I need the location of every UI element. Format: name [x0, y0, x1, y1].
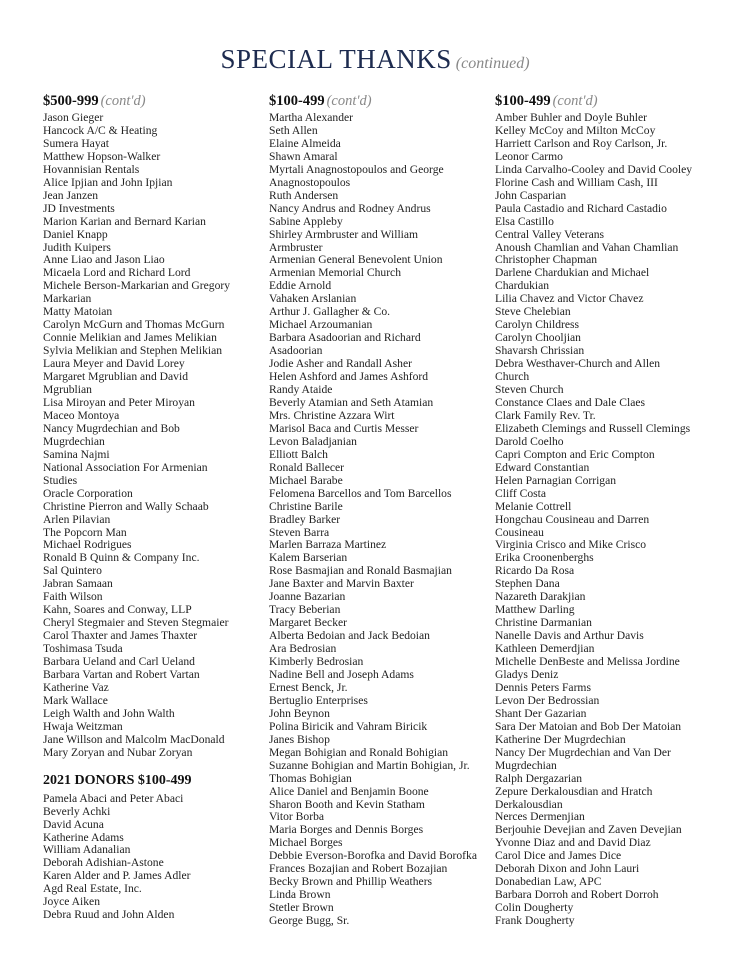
donor-name: Margaret Mgrublian and David: [43, 370, 188, 384]
donor-name: Christopher Chapman: [495, 253, 598, 267]
donor-name: Melanie Cottrell: [495, 499, 572, 513]
donor-name: Shirley Armbruster and William: [269, 227, 419, 241]
donor-name: Oracle Corporation: [43, 486, 133, 500]
donor-name: Maceo Montoya: [43, 408, 120, 422]
donor-name: Carol Thaxter and James Thaxter: [43, 629, 198, 643]
donor-name: National Association For Armenian: [43, 460, 208, 474]
donor-name: Michele Berson-Markarian and Gregory: [43, 279, 231, 293]
donor-name: Janes Bishop: [269, 732, 330, 746]
donor-name: Agd Real Estate, Inc.: [43, 882, 142, 896]
donor-name: Faith Wilson: [43, 590, 103, 604]
donor-name: Mgrublian: [43, 383, 92, 397]
heading-suffix: (cont'd): [100, 93, 146, 109]
donor-name: Bertuglio Enterprises: [269, 693, 368, 707]
donor-name: Myrtali Anagnostopoulos and George: [269, 162, 444, 176]
donor-name: Shavarsh Chrissian: [495, 344, 585, 358]
donor-name: Marlen Barraza Martinez: [269, 538, 387, 552]
donor-name: Beverly Achki: [43, 804, 111, 818]
donor-name: David Acuna: [43, 817, 104, 831]
donor-name: Katherine Der Mugrdechian: [495, 732, 626, 746]
donor-name: Nancy Andrus and Rodney Andrus: [269, 201, 431, 215]
donor-name: Samina Najmi: [43, 447, 110, 461]
donor-name: Tracy Beberian: [269, 603, 341, 617]
donor-name: William Adanalian: [43, 843, 131, 857]
section-100-499-b: [495, 92, 721, 928]
donor-name: Polina Biricik and Vahram Biricik: [269, 719, 428, 733]
column-middle: [269, 92, 495, 928]
donor-name: Alberta Bedoian and Jack Bedoian: [269, 629, 430, 643]
donor-name: Armbruster: [269, 240, 323, 254]
donor-name: Ralph Dergazarian: [495, 771, 583, 785]
section-heading: [495, 92, 721, 110]
donor-name: Micaela Lord and Richard Lord: [43, 266, 191, 280]
donor-name: Edward Constantian: [495, 460, 590, 474]
donor-name: Ernest Benck, Jr.: [269, 680, 348, 694]
donor-name: Shant Der Gazarian: [495, 706, 587, 720]
donor-name: Sal Quintero: [43, 564, 102, 578]
donor-name: Frank Dougherty: [495, 914, 575, 928]
donor-name: Martha Alexander: [269, 111, 354, 124]
section-heading: [43, 772, 269, 790]
donor-name: Marion Karian and Bernard Karian: [43, 214, 206, 228]
donor-name: Hongchau Cousineau and Darren: [495, 512, 650, 526]
donor-name: Michael Borges: [269, 836, 343, 850]
donor-name: Megan Bohigian and Ronald Bohigian: [269, 745, 449, 759]
donor-name: Debra Ruud and John Alden: [43, 908, 175, 922]
donor-name: Hwaja Weitzman: [43, 719, 123, 733]
donor-name: Sabine Appleby: [269, 214, 343, 228]
donor-name: Ara Bedrosian: [269, 642, 337, 656]
donor-name: Marisol Baca and Curtis Messer: [269, 421, 419, 435]
donor-name: Thomas Bohigian: [269, 771, 352, 785]
donor-name: Vahaken Arslanian: [269, 292, 357, 306]
section-heading: [269, 92, 495, 110]
donor-name: Ronald Ballecer: [269, 460, 345, 474]
donor-name: George Bugg, Sr.: [269, 914, 350, 928]
donor-name: Christine Darmanian: [495, 616, 592, 630]
donor-name: Arthur J. Gallagher & Co.: [269, 305, 391, 319]
donor-name: Joyce Aiken: [43, 895, 100, 909]
donor-name: Katherine Adams: [43, 830, 124, 844]
donor-name: Randy Ataide: [269, 383, 333, 397]
donor-name: Hovannisian Rentals: [43, 162, 140, 176]
donor-name: Becky Brown and Phillip Weathers: [269, 875, 433, 889]
donor-name: Steve Chelebian: [495, 305, 571, 319]
donor-name: Felomena Barcellos and Tom Barcellos: [269, 486, 452, 500]
donor-name: Carol Dice and James Dice: [495, 849, 622, 863]
donor-name: Constance Claes and Dale Claes: [495, 395, 646, 409]
donor-name: John Beynon: [269, 706, 330, 720]
section-100-499-a: [269, 92, 495, 928]
donor-name: Christine Barile: [269, 499, 343, 513]
donor-name: Connie Melikian and James Melikian: [43, 331, 217, 345]
donor-name: Erika Croonenberghs: [495, 551, 594, 565]
donor-name: Pamela Abaci and Peter Abaci: [43, 791, 184, 805]
donor-list: [269, 112, 495, 928]
donor-name: Arlen Pilavian: [43, 512, 111, 526]
donor-name: Katherine Vaz: [43, 680, 109, 694]
donor-name: Deborah Adishian-Astone: [43, 856, 164, 870]
donor-name: Elaine Almeida: [269, 136, 341, 150]
donor-name: Cousineau: [495, 525, 544, 539]
donor-name: Elliott Balch: [269, 447, 328, 461]
donor-name: Chardukian: [495, 279, 550, 293]
donor-name: Florine Cash and William Cash, III: [495, 175, 658, 189]
donor-name: Linda Carvalho-Cooley and David Cooley: [495, 162, 693, 176]
donor-name: John Casparian: [495, 188, 567, 202]
donor-name: Mugrdechian: [495, 758, 557, 772]
donor-name: Virginia Crisco and Mike Crisco: [495, 538, 647, 552]
donor-name: Armenian General Benevolent Union: [269, 253, 443, 267]
donor-name: Maria Borges and Dennis Borges: [269, 823, 424, 837]
donor-name: Suzanne Bohigian and Martin Bohigian, Jr.: [269, 758, 470, 772]
donor-name: Nanelle Davis and Arthur Davis: [495, 629, 644, 643]
donor-name: Anoush Chamlian and Vahan Chamlian: [495, 240, 679, 254]
donor-name: Lisa Miroyan and Peter Miroyan: [43, 395, 195, 409]
donor-name: Kimberly Bedrosian: [269, 655, 364, 669]
donor-name: Darlene Chardukian and Michael: [495, 266, 650, 280]
donor-name: JD Investments: [43, 201, 115, 215]
heading-suffix: (cont'd): [552, 93, 598, 109]
donor-name: Seth Allen: [269, 123, 318, 137]
donor-name: Toshimasa Tsuda: [43, 642, 123, 656]
donor-name: Nancy Mugrdechian and Bob: [43, 421, 180, 435]
donor-name: Elsa Castillo: [495, 214, 554, 228]
donor-name: Mary Zoryan and Nubar Zoryan: [43, 745, 193, 759]
donor-name: Jodie Asher and Randall Asher: [269, 357, 412, 371]
donor-name: Sylvia Melikian and Stephen Melikian: [43, 344, 223, 358]
donor-name: Laura Meyer and David Lorey: [43, 357, 185, 371]
donor-name: Leonor Carmo: [495, 149, 563, 163]
donor-name: Michelle DenBeste and Melissa Jordine: [495, 655, 680, 669]
donor-name: Helen Parnagian Corrigan: [495, 473, 617, 487]
donor-name: Sharon Booth and Kevin Statham: [269, 797, 425, 811]
donor-name: Nancy Der Mugrdechian and Van Der: [495, 745, 671, 759]
donor-name: Gladys Deniz: [495, 667, 559, 681]
donor-name: Jane Willson and Malcolm MacDonald: [43, 732, 225, 746]
donor-name: Kelley McCoy and Milton McCoy: [495, 123, 656, 137]
donor-name: Clark Family Rev. Tr.: [495, 408, 596, 422]
donor-name: Barbara Asadoorian and Richard: [269, 331, 421, 345]
donor-name: Cliff Costa: [495, 486, 546, 500]
heading-suffix: (cont'd): [326, 93, 372, 109]
donor-name: Berjouhie Devejian and Zaven Devejian: [495, 823, 682, 837]
donor-name: Barbara Dorroh and Robert Dorroh: [495, 888, 659, 902]
donor-name: Christine Pierron and Wally Schaab: [43, 499, 209, 513]
donor-name: Linda Brown: [269, 888, 331, 902]
donor-name: Mark Wallace: [43, 693, 108, 707]
donor-name: Beverly Atamian and Seth Atamian: [269, 395, 434, 409]
donor-name: Amber Buhler and Doyle Buhler: [495, 111, 647, 124]
donor-name: Mugrdechian: [43, 434, 105, 448]
donor-name: Dennis Peters Farms: [495, 680, 591, 694]
donor-name: Carolyn Childress: [495, 318, 580, 332]
donor-name: Harriett Carlson and Roy Carlson, Jr.: [495, 136, 668, 150]
donor-name: Armenian Memorial Church: [269, 266, 402, 280]
page-title: [0, 44, 750, 75]
donor-name: Mrs. Christine Azzara Wirt: [269, 408, 395, 422]
heading-text: 2021 DONORS $100-499: [43, 772, 192, 788]
heading-text: $500-999: [43, 93, 99, 109]
donor-name: Levon Baladjanian: [269, 434, 357, 448]
heading-text: $100-499: [495, 93, 551, 109]
donor-name: Sumera Hayat: [43, 136, 109, 150]
donor-list: [43, 112, 269, 760]
donor-name: Alice Daniel and Benjamin Boone: [269, 784, 429, 798]
donor-name: Carolyn Chooljian: [495, 331, 581, 345]
donor-name: Darold Coelho: [495, 434, 564, 448]
donor-name: Matty Matoian: [43, 305, 113, 319]
donor-name: Ricardo Da Rosa: [495, 564, 575, 578]
donor-name: Stephen Dana: [495, 577, 560, 591]
title-sub: (continued): [455, 55, 530, 72]
donor-name: Jabran Samaan: [43, 577, 113, 591]
donor-name: Anagnostopoulos: [269, 175, 351, 189]
section-500-999: [43, 92, 269, 760]
heading-text: $100-499: [269, 93, 325, 109]
donor-name: Debbie Everson-Borofka and David Borofka: [269, 849, 477, 863]
donor-name: Eddie Arnold: [269, 279, 332, 293]
donor-name: Daniel Knapp: [43, 227, 108, 241]
donor-name: Elizabeth Clemings and Russell Clemings: [495, 421, 691, 435]
donor-name: Shawn Amaral: [269, 149, 338, 163]
donor-name: Alice Ipjian and John Ipjian: [43, 175, 173, 189]
donor-name: Judith Kuipers: [43, 240, 111, 254]
column-left: [43, 92, 269, 922]
donor-name: Barbara Vartan and Robert Vartan: [43, 667, 200, 681]
section-2021-donors: [43, 772, 269, 923]
donor-list: [495, 112, 721, 928]
donor-name: Studies: [43, 473, 78, 487]
donor-name: Cheryl Stegmaier and Steven Stegmaier: [43, 616, 229, 630]
donor-name: Derkalousdian: [495, 797, 563, 811]
donor-name: Yvonne Diaz and and David Diaz: [495, 836, 651, 850]
donor-name: Kahn, Soares and Conway, LLP: [43, 603, 192, 617]
donor-list: [43, 793, 269, 923]
donor-name: Colin Dougherty: [495, 901, 574, 915]
donor-name: Deborah Dixon and John Lauri: [495, 862, 640, 876]
donor-name: Lilia Chavez and Victor Chavez: [495, 292, 644, 306]
donor-name: Hancock A/C & Heating: [43, 123, 158, 137]
donor-name: Donabedian Law, APC: [495, 875, 602, 889]
donor-name: Bradley Barker: [269, 512, 341, 526]
donor-name: Frances Bozajian and Robert Bozajian: [269, 862, 448, 876]
donor-name: Central Valley Veterans: [495, 227, 605, 241]
donor-name: Vitor Borba: [269, 810, 325, 824]
donor-name: Nadine Bell and Joseph Adams: [269, 667, 414, 681]
donor-name: The Popcorn Man: [43, 525, 127, 539]
donor-name: Barbara Ueland and Carl Ueland: [43, 655, 195, 669]
donor-name: Stetler Brown: [269, 901, 334, 915]
donor-name: Michael Arzoumanian: [269, 318, 373, 332]
donor-name: Ruth Andersen: [269, 188, 339, 202]
donor-name: Zepure Derkalousdian and Hratch: [495, 784, 653, 798]
column-right: [495, 92, 721, 928]
donor-name: Church: [495, 370, 530, 384]
donor-name: Michael Barabe: [269, 473, 343, 487]
section-heading: [43, 92, 269, 110]
donor-name: Jean Janzen: [43, 188, 99, 202]
donor-name: Jason Gieger: [43, 111, 104, 124]
donor-name: Sara Der Matoian and Bob Der Matoian: [495, 719, 682, 733]
donor-name: Anne Liao and Jason Liao: [43, 253, 165, 267]
donor-name: Jane Baxter and Marvin Baxter: [269, 577, 414, 591]
donor-name: Carolyn McGurn and Thomas McGurn: [43, 318, 225, 332]
donor-name: Michael Rodrigues: [43, 538, 132, 552]
donor-name: Rose Basmajian and Ronald Basmajian: [269, 564, 452, 578]
title-main: SPECIAL THANKS: [220, 44, 452, 74]
donor-name: Matthew Hopson-Walker: [43, 149, 161, 163]
donor-name: Margaret Becker: [269, 616, 348, 630]
donor-name: Karen Alder and P. James Adler: [43, 869, 191, 883]
donor-name: Capri Compton and Eric Compton: [495, 447, 655, 461]
donor-name: Nerces Dermenjian: [495, 810, 585, 824]
donor-name: Asadoorian: [269, 344, 323, 358]
donor-name: Matthew Darling: [495, 603, 575, 617]
donor-name: Helen Ashford and James Ashford: [269, 370, 429, 384]
donor-name: Kalem Barserian: [269, 551, 348, 565]
donor-name: Joanne Bazarian: [269, 590, 346, 604]
donor-name: Steven Barra: [269, 525, 330, 539]
donor-name: Paula Castadio and Richard Castadio: [495, 201, 667, 215]
donor-name: Leigh Walth and John Walth: [43, 706, 175, 720]
donor-name: Kathleen Demerdjian: [495, 642, 595, 656]
donor-name: Markarian: [43, 292, 92, 306]
donor-name: Levon Der Bedrossian: [495, 693, 600, 707]
donor-name: Debra Westhaver-Church and Allen: [495, 357, 661, 371]
donor-name: Steven Church: [495, 383, 564, 397]
donor-name: Nazareth Darakjian: [495, 590, 586, 604]
donor-name: Ronald B Quinn & Company Inc.: [43, 551, 200, 565]
